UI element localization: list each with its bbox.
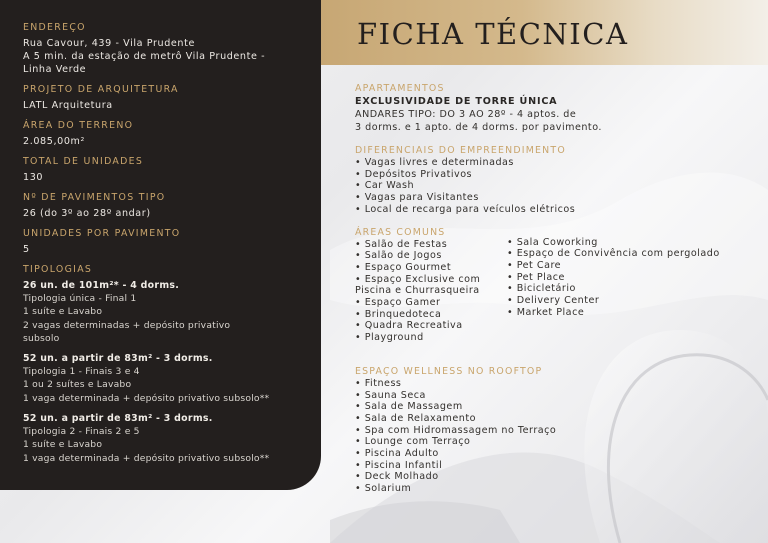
common-areas-columns: [355, 227, 755, 344]
common-areas-section: [355, 227, 755, 344]
list-item: • Salão de Festas: [355, 238, 448, 250]
apartments-line: 3 dorms. e 1 apto. de 4 dorms. por pavimento.: [355, 122, 602, 133]
list-item: • Piscina Adulto: [355, 448, 439, 460]
list-item: • Sauna Seca: [355, 389, 426, 401]
typology-line: 1 vaga determinada + depósito privativo subsolo**: [23, 392, 270, 404]
list-item: • Pet Care: [507, 259, 562, 271]
typology-item: [23, 279, 305, 345]
list-item: Piscina e Churrasqueira: [355, 285, 480, 297]
list-item: • Salão de Jogos: [355, 250, 442, 262]
list-item: • Sala Coworking: [507, 236, 598, 248]
apartments-label: APARTAMENTOS: [355, 83, 445, 94]
apartments-line: ANDARES TIPO: DO 3 AO 28º - 4 aptos. de: [355, 109, 577, 120]
list-item: • Piscina Infantil: [355, 459, 443, 471]
list-item: • Market Place: [507, 306, 585, 318]
typologies-block: [23, 264, 305, 465]
typology-line: 2 vagas determinadas + depósito privativo: [23, 319, 231, 331]
list-item: • Vagas para Visitantes: [355, 192, 479, 204]
common-areas-col-1: [355, 227, 507, 344]
list-item: • Brinquedoteca: [355, 308, 442, 320]
typology-line: 1 ou 2 suítes e Lavabo: [23, 379, 132, 391]
list-item: • Delivery Center: [507, 295, 600, 307]
floors-value: 26 (do 3º ao 28º andar): [23, 208, 151, 219]
typology-line: Tipologia 2 - Finais 2 e 5: [23, 426, 140, 438]
list-item: • Sala de Massagem: [355, 401, 463, 413]
list-item: • Deck Molhado: [355, 471, 439, 483]
list-item: • Espaço Gourmet: [355, 261, 452, 273]
land-area-label: ÁREA DO TERRENO: [23, 120, 134, 131]
list-item: • Vagas livres e determinadas: [355, 157, 514, 168]
wellness-section: [355, 366, 755, 495]
info-panel: [0, 0, 321, 490]
land-area-block: [23, 120, 305, 148]
list-item: • Bicicletário: [507, 283, 576, 295]
typology-line: subsolo: [23, 332, 60, 344]
list-item: • Depósitos Privativos: [355, 168, 473, 180]
typology-line: 1 suíte e Lavabo: [23, 306, 103, 318]
architecture-value: LATL Arquitetura: [23, 100, 113, 111]
units-per-floor-block: [23, 228, 305, 256]
list-item: • Solarium: [355, 483, 412, 495]
apartments-section: [355, 83, 755, 134]
typology-line: Tipologia única - Final 1: [23, 293, 137, 304]
list-item: • Espaço de Convivência com pergolado: [507, 248, 720, 260]
list-item: • Quadra Recreativa: [355, 320, 463, 332]
list-item: • Espaço Exclusive com: [355, 273, 481, 285]
features-section: [355, 145, 755, 216]
list-item: • Car Wash: [355, 180, 415, 192]
wellness-label: ESPAÇO WELLNESS NO ROOFTOP: [355, 365, 543, 377]
address-block: [23, 22, 305, 76]
common-areas-col-2: [507, 227, 747, 344]
typology-line: Tipologia 1 - Finais 3 e 4: [23, 366, 140, 378]
list-item: • Sala de Relaxamento: [355, 412, 477, 424]
typology-item: [23, 352, 305, 405]
list-item: • Local de recarga para veículos elétricos: [355, 203, 576, 215]
address-line: A 5 min. da estação de metrô Vila Prudente -: [23, 51, 266, 62]
typology-heading: 52 un. a partir de 83m² - 3 dorms.: [23, 353, 213, 365]
typology-heading: 26 un. de 101m²* - 4 dorms.: [23, 280, 180, 291]
list-item: • Espaço Gamer: [355, 297, 441, 309]
floors-block: [23, 192, 305, 220]
list-item: • Spa com Hidromassagem no Terraço: [355, 424, 557, 436]
architecture-label: PROJETO DE ARQUITETURA: [23, 84, 179, 95]
typology-heading: 52 un. a partir de 83m² - 3 dorms.: [23, 413, 213, 425]
list-item: • Lounge com Terraço: [355, 436, 471, 448]
page-title: FICHA TÉCNICA: [357, 17, 629, 51]
features-label: DIFERENCIAIS DO EMPREENDIMENTO: [355, 145, 566, 156]
total-units-label: TOTAL DE UNIDADES: [23, 156, 144, 167]
list-item: • Pet Place: [507, 271, 565, 283]
units-per-floor-label: UNIDADES POR PAVIMENTO: [23, 228, 181, 239]
units-per-floor-value: 5: [23, 244, 30, 255]
address-line: Linha Verde: [23, 64, 87, 75]
list-item: • Playground: [355, 332, 424, 344]
list-item: • Fitness: [355, 377, 402, 389]
typology-line: 1 suíte e Lavabo: [23, 439, 103, 451]
typologies-label: TIPOLOGIAS: [23, 264, 93, 275]
total-units-block: [23, 156, 305, 184]
common-areas-label: ÁREAS COMUNS: [355, 226, 446, 238]
address-label: ENDEREÇO: [23, 22, 86, 33]
apartments-heading: EXCLUSIVIDADE DE TORRE ÚNICA: [355, 96, 558, 107]
floors-label: Nº DE PAVIMENTOS TIPO: [23, 192, 166, 203]
typology-line: 1 vaga determinada + depósito privativo subsolo**: [23, 452, 270, 464]
land-area-value: 2.085,00m²: [23, 136, 85, 147]
architecture-block: [23, 84, 305, 112]
address-line: Rua Cavour, 439 - Vila Prudente: [23, 38, 195, 49]
details-column: [355, 83, 755, 495]
typology-item: [23, 412, 305, 465]
total-units-value: 130: [23, 172, 44, 183]
